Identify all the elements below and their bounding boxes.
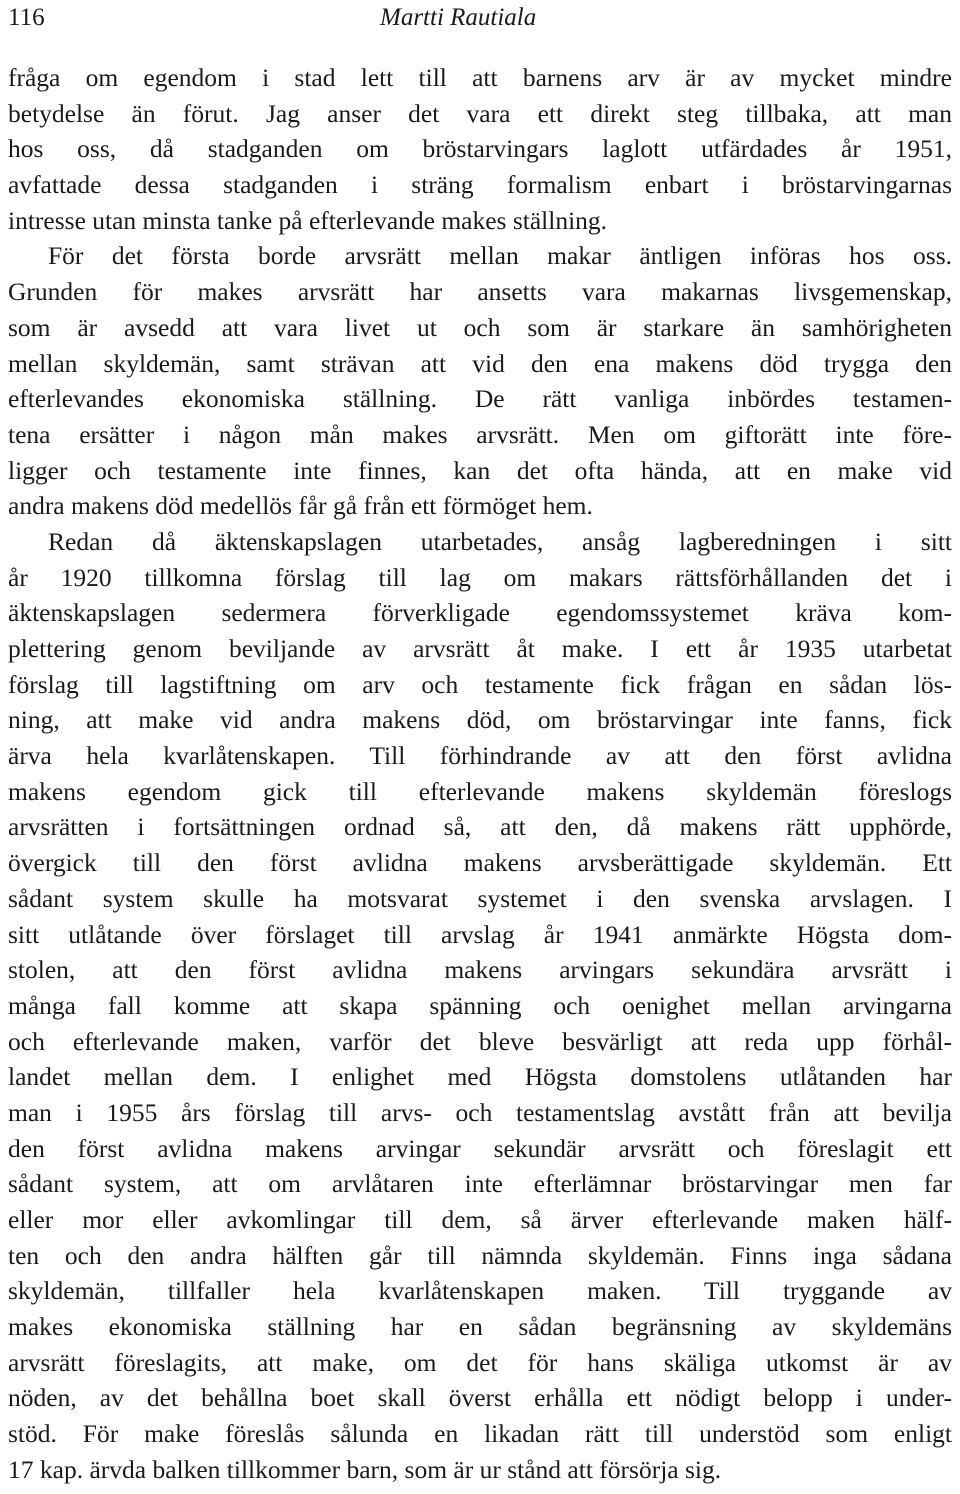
page <box>8 0 952 1488</box>
text-line: skyldemän, tillfaller hela kvarlåtenskapen maken. Till tryggande av <box>8 1276 952 1306</box>
body-text <box>8 60 952 1488</box>
text-line: intresse utan minsta tanke på efterlevande makes ställning. <box>8 205 608 235</box>
text-line: många fall komme att skapa spänning och oenighet mellan arvingarna <box>8 990 952 1020</box>
text-line: arvsrätt föreslagits, att make, om det för hans skäliga utkomst är av <box>8 1347 952 1377</box>
paragraph <box>8 238 952 524</box>
text-line: plettering genom beviljande av arvsrätt åt make. I ett år 1935 utarbetat <box>8 634 952 663</box>
text-line: sådant system skulle ha motsvarat systemet i den svenska arvslagen. I <box>8 883 952 913</box>
text-line: landet mellan dem. I enlighet med Högsta domstolens utlåtanden har <box>8 1062 952 1092</box>
text-line: avfattade dessa stadganden i sträng formalism enbart i bröstarvingarnas <box>8 170 952 200</box>
text-line: ärva hela kvarlåtenskapen. Till förhindrande av att den först avlidna <box>8 741 952 771</box>
text-line: ning, att make vid andra makens död, om bröstarvingar inte fanns, fick <box>8 705 952 735</box>
text-line: eller mor eller avkomlingar till dem, så ärver efterlevande maken hälf- <box>8 1205 952 1234</box>
text-line: Grunden för makes arvsrätt har ansetts vara makarnas livsgemenskap, <box>8 277 952 307</box>
text-line: förslag till lagstiftning om arv och testamente fick frågan en sådan lös- <box>8 669 952 699</box>
text-line: övergick till den först avlidna makens arvsberättigade skyldemän. Ett <box>8 848 952 878</box>
running-head <box>8 0 952 36</box>
text-line: fråga om egendom i stad lett till att barnens arv är av mycket mindre <box>8 63 952 92</box>
paragraph <box>8 60 952 238</box>
text-line: äktenskapslagen sedermera förverkligade egendomssystemet kräva kom- <box>8 598 952 628</box>
text-line: ligger och testamente inte finnes, kan det ofta hända, att en make vid <box>8 455 952 485</box>
text-line: och efterlevande maken, varför det bleve besvärligt att reda upp förhål- <box>8 1026 952 1056</box>
text-line: efterlevandes ekonomiska ställning. De rätt vanliga inbördes testamen- <box>8 384 952 414</box>
text-line: 17 kap. ärvda balken tillkommer barn, som är ur stånd att försörja sig. <box>8 1454 722 1484</box>
text-line: stolen, att den först avlidna makens arvingars sekundära arvsrätt i <box>8 955 952 985</box>
text-line: den först avlidna makens arvingar sekundär arvsrätt och föreslagit ett <box>8 1133 952 1163</box>
text-line: För det första borde arvsrätt mellan makar äntligen införas hos oss. <box>48 241 952 271</box>
running-head-author: Martti Rautiala <box>380 4 537 31</box>
text-line: år 1920 tillkomna förslag till lag om makars rättsförhållanden det i <box>8 562 952 592</box>
page-number: 116 <box>8 4 45 31</box>
text-line: sådant system, att om arvlåtaren inte efterlämnar bröstarvingar men far <box>8 1169 952 1199</box>
text-line: makes ekonomiska ställning har en sådan begränsning av skyldemäns <box>8 1312 952 1342</box>
text-line: Redan då äktenskapslagen utarbetades, ansåg lagberedningen i sitt <box>48 526 952 556</box>
text-line: nöden, av det behållna boet skall överst erhålla ett nödigt belopp i under- <box>8 1383 952 1413</box>
text-line: sitt utlåtande över förslaget till arvslag år 1941 anmärkte Högsta dom- <box>8 919 952 949</box>
paragraph <box>8 524 952 1488</box>
text-line: andra makens död medellös får gå från ett förmöget hem. <box>8 491 593 521</box>
text-line: arvsrätten i fortsättningen ordnad så, att den, då makens rätt upphörde, <box>8 812 952 842</box>
text-line: mellan skyldemän, samt strävan att vid den ena makens död trygga den <box>8 348 952 378</box>
text-line: stöd. För make föreslås sålunda en likadan rätt till understöd som enligt <box>8 1419 952 1449</box>
text-line: betydelse än förut. Jag anser det vara ett direkt steg tillbaka, att man <box>8 98 952 128</box>
text-line: som är avsedd att vara livet ut och som är starkare än samhörigheten <box>8 312 952 342</box>
text-line: man i 1955 års förslag till arvs- och testamentslag avstått från att bevilja <box>8 1097 952 1127</box>
text-line: makens egendom gick till efterlevande makens skyldemän föreslogs <box>8 776 952 806</box>
text-line: ten och den andra hälften går till nämnda skyldemän. Finns inga sådana <box>8 1240 952 1270</box>
text-line: hos oss, då stadganden om bröstarvingars laglott utfärdades år 1951, <box>8 134 952 164</box>
text-line: tena ersätter i någon mån makes arvsrätt. Men om giftorätt inte före- <box>8 419 952 449</box>
